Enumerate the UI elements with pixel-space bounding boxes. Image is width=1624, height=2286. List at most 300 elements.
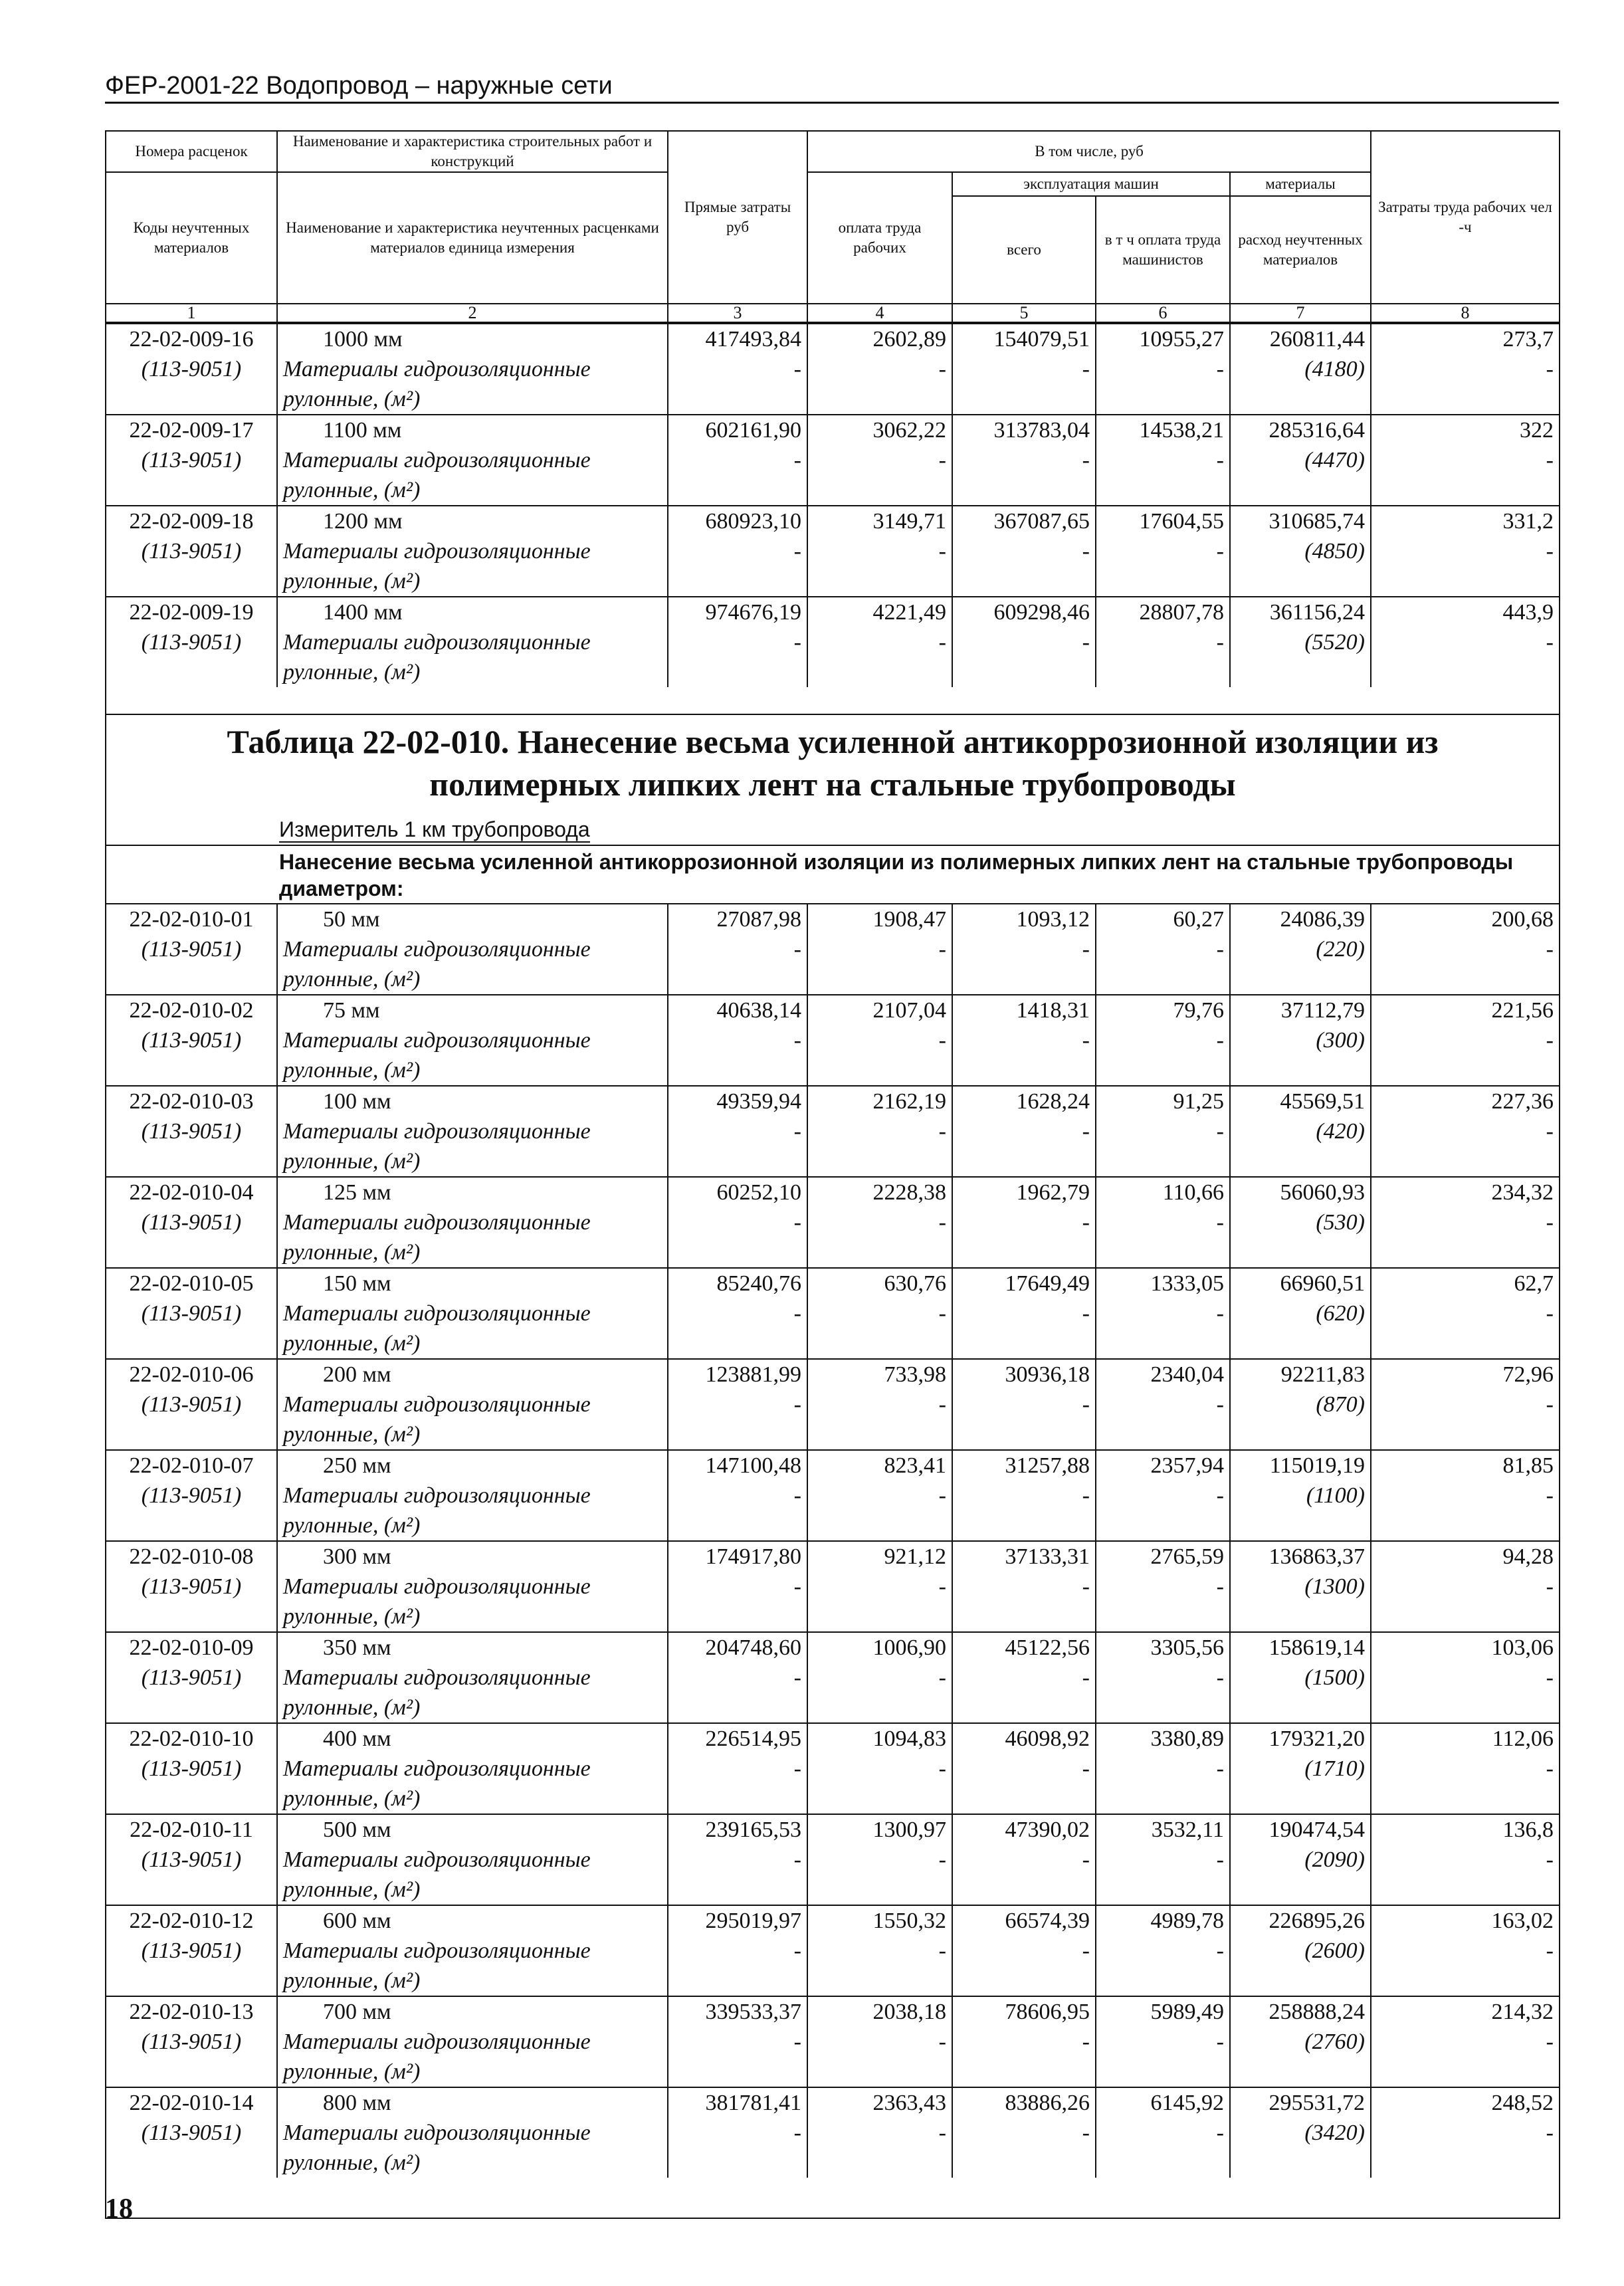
empty-cell — [1096, 1602, 1230, 1632]
value-direct: 60252,10 — [668, 1177, 807, 1207]
value-labor: 72,96 — [1371, 1359, 1560, 1390]
dash-value: - — [1096, 2118, 1230, 2148]
empty-cell — [1230, 2148, 1371, 2178]
value-mats: 295531,72 — [1230, 2087, 1371, 2118]
work-name: 300 мм — [277, 1541, 668, 1572]
work-name: 800 мм — [277, 2087, 668, 2118]
table-row-unit — [106, 1146, 1560, 1177]
empty-cell — [106, 1328, 277, 1359]
value-direct: 417493,84 — [668, 324, 807, 354]
table-row — [106, 1723, 1560, 1754]
table-row-materials — [106, 1116, 1560, 1146]
col-number: 7 — [1230, 304, 1371, 322]
material-quantity: (620) — [1230, 1299, 1371, 1328]
table-row — [106, 1905, 1560, 1936]
value-labor: 112,06 — [1371, 1723, 1560, 1754]
dash-value: - — [952, 2027, 1096, 2057]
value-direct: 49359,94 — [668, 1086, 807, 1116]
material-name: Материалы гидроизоляционные — [277, 1845, 668, 1875]
dash-value: - — [1371, 627, 1560, 657]
value-mats: 45569,51 — [1230, 1086, 1371, 1116]
value-labor: 227,36 — [1371, 1086, 1560, 1116]
empty-cell — [668, 1237, 807, 1268]
table-row-materials — [106, 1845, 1560, 1875]
empty-cell — [106, 1693, 277, 1723]
dash-value: - — [668, 1663, 807, 1693]
dash-value: - — [807, 934, 952, 964]
value-labor: 163,02 — [1371, 1905, 1560, 1936]
table-row-unit — [106, 1875, 1560, 1905]
value-machpay: 3380,89 — [1096, 1723, 1230, 1754]
table-row — [106, 324, 1560, 354]
empty-cell — [668, 1784, 807, 1814]
value-labor: 234,32 — [1371, 1177, 1560, 1207]
empty-cell — [1096, 475, 1230, 506]
empty-cell — [1371, 1419, 1560, 1450]
table-row-materials — [106, 1025, 1560, 1055]
empty-cell — [952, 657, 1096, 687]
empty-cell — [807, 1966, 952, 1996]
table-row — [106, 1450, 1560, 1481]
empty-cell — [1096, 1875, 1230, 1905]
empty-cell — [952, 1419, 1096, 1450]
empty-cell — [106, 566, 277, 597]
empty-cell — [807, 1146, 952, 1177]
empty-cell — [668, 384, 807, 415]
value-direct: 174917,80 — [668, 1541, 807, 1572]
work-name: 500 мм — [277, 1814, 668, 1845]
value-pay: 2107,04 — [807, 995, 952, 1025]
empty-cell — [1096, 1966, 1230, 1996]
material-code: (113-9051) — [106, 1572, 277, 1602]
value-direct: 239165,53 — [668, 1814, 807, 1845]
empty-cell — [106, 657, 277, 687]
material-unit: рулонные, (м²) — [277, 2148, 668, 2178]
empty-cell — [106, 1510, 277, 1541]
value-mach: 66574,39 — [952, 1905, 1096, 1936]
empty-cell — [668, 1875, 807, 1905]
dash-value: - — [1096, 354, 1230, 384]
empty-cell — [952, 1055, 1096, 1086]
empty-cell — [1230, 475, 1371, 506]
dash-value: - — [807, 445, 952, 475]
empty-cell — [1230, 384, 1371, 415]
dash-value: - — [1096, 536, 1230, 566]
value-machpay: 10955,27 — [1096, 324, 1230, 354]
work-name: 350 мм — [277, 1632, 668, 1663]
dash-value: - — [668, 1481, 807, 1510]
rows-table-22-02-009 — [106, 324, 1560, 687]
dash-value: - — [1096, 2027, 1230, 2057]
dash-value: - — [668, 1116, 807, 1146]
dash-value: - — [668, 536, 807, 566]
value-mach: 37133,31 — [952, 1541, 1096, 1572]
col-number: 1 — [106, 304, 277, 322]
material-name: Материалы гидроизоляционные — [277, 2027, 668, 2057]
table-row-unit — [106, 1055, 1560, 1086]
rate-code: 22-02-010-11 — [106, 1814, 277, 1845]
material-code: (113-9051) — [106, 1936, 277, 1966]
value-labor: 94,28 — [1371, 1541, 1560, 1572]
dash-value: - — [1371, 354, 1560, 384]
empty-cell — [952, 2148, 1096, 2178]
table-row — [106, 2087, 1560, 2118]
dash-value: - — [952, 1754, 1096, 1784]
dash-value: - — [807, 1390, 952, 1419]
empty-cell — [1371, 1146, 1560, 1177]
value-mats: 24086,39 — [1230, 904, 1371, 934]
dash-value: - — [1096, 1390, 1230, 1419]
dash-value: - — [1096, 1845, 1230, 1875]
material-quantity: (1500) — [1230, 1663, 1371, 1693]
value-mats: 92211,83 — [1230, 1359, 1371, 1390]
table-row-materials — [106, 1299, 1560, 1328]
empty-cell — [668, 1966, 807, 1996]
material-quantity: (300) — [1230, 1025, 1371, 1055]
material-name: Материалы гидроизоляционные — [277, 1299, 668, 1328]
rate-code: 22-02-010-02 — [106, 995, 277, 1025]
value-mats: 190474,54 — [1230, 1814, 1371, 1845]
material-quantity: (220) — [1230, 934, 1371, 964]
material-quantity: (4180) — [1230, 354, 1371, 384]
value-mats: 285316,64 — [1230, 415, 1371, 445]
value-mach: 609298,46 — [952, 597, 1096, 627]
value-machpay: 6145,92 — [1096, 2087, 1230, 2118]
value-machpay: 91,25 — [1096, 1086, 1230, 1116]
value-mats: 226895,26 — [1230, 1905, 1371, 1936]
head-materials: материалы — [1230, 172, 1371, 196]
work-name: 1200 мм — [277, 506, 668, 536]
empty-cell — [668, 2148, 807, 2178]
material-name: Материалы гидроизоляционные — [277, 1754, 668, 1784]
empty-cell — [1371, 1237, 1560, 1268]
dash-value: - — [1096, 445, 1230, 475]
dash-value: - — [807, 2027, 952, 2057]
dash-value: - — [1096, 1754, 1230, 1784]
empty-cell — [668, 1419, 807, 1450]
table-row-unit — [106, 1237, 1560, 1268]
empty-cell — [106, 2057, 277, 2087]
material-code: (113-9051) — [106, 445, 277, 475]
dash-value: - — [952, 1663, 1096, 1693]
table-row — [106, 1086, 1560, 1116]
col-number: 5 — [952, 304, 1096, 322]
table-row — [106, 1632, 1560, 1663]
empty-cell — [668, 1602, 807, 1632]
table-row-unit — [106, 1328, 1560, 1359]
material-name: Материалы гидроизоляционные — [277, 1116, 668, 1146]
value-labor: 331,2 — [1371, 506, 1560, 536]
material-name: Материалы гидроизоляционные — [277, 1025, 668, 1055]
value-mach: 367087,65 — [952, 506, 1096, 536]
empty-cell — [952, 1146, 1096, 1177]
value-machpay: 110,66 — [1096, 1177, 1230, 1207]
empty-cell — [1096, 657, 1230, 687]
empty-cell — [1230, 964, 1371, 995]
dash-value: - — [807, 536, 952, 566]
material-code: (113-9051) — [106, 934, 277, 964]
table-row-unit — [106, 964, 1560, 995]
material-name: Материалы гидроизоляционные — [277, 1663, 668, 1693]
empty-cell — [952, 384, 1096, 415]
empty-cell — [952, 566, 1096, 597]
empty-cell — [668, 566, 807, 597]
col-number: 4 — [807, 304, 952, 322]
empty-cell — [1230, 1966, 1371, 1996]
value-labor: 221,56 — [1371, 995, 1560, 1025]
empty-cell — [668, 1055, 807, 1086]
material-code: (113-9051) — [106, 354, 277, 384]
table-row — [106, 995, 1560, 1025]
value-pay: 1094,83 — [807, 1723, 952, 1754]
dash-value: - — [1371, 1390, 1560, 1419]
empty-cell — [1230, 566, 1371, 597]
value-pay: 2162,19 — [807, 1086, 952, 1116]
material-unit: рулонные, (м²) — [277, 384, 668, 415]
value-mach: 17649,49 — [952, 1268, 1096, 1299]
value-mats: 179321,20 — [1230, 1723, 1371, 1754]
dash-value: - — [952, 2118, 1096, 2148]
value-mach: 1418,31 — [952, 995, 1096, 1025]
value-machpay: 17604,55 — [1096, 506, 1230, 536]
dash-value: - — [1371, 1572, 1560, 1602]
value-mach: 1628,24 — [952, 1086, 1096, 1116]
empty-cell — [1371, 1875, 1560, 1905]
value-direct: 602161,90 — [668, 415, 807, 445]
dash-value: - — [1371, 1116, 1560, 1146]
dash-value: - — [668, 445, 807, 475]
value-mats: 136863,37 — [1230, 1541, 1371, 1572]
material-unit: рулонные, (м²) — [277, 964, 668, 995]
empty-cell — [1230, 1055, 1371, 1086]
dash-value: - — [668, 1025, 807, 1055]
material-name: Материалы гидроизоляционные — [277, 1572, 668, 1602]
head-material-codes: Коды неучтенных материалов — [106, 172, 277, 304]
dash-value: - — [1371, 2027, 1560, 2057]
head-operator-pay: в т ч оплата труда машинистов — [1096, 196, 1230, 304]
table-row-materials — [106, 354, 1560, 384]
empty-cell — [1230, 1510, 1371, 1541]
value-labor: 81,85 — [1371, 1450, 1560, 1481]
section-title-line2: полимерных липких лент на стальные трубопроводы — [429, 766, 1236, 803]
work-name: 125 мм — [277, 1177, 668, 1207]
dash-value: - — [807, 1481, 952, 1510]
material-name: Материалы гидроизоляционные — [277, 445, 668, 475]
material-code: (113-9051) — [106, 1481, 277, 1510]
table-row-unit — [106, 1784, 1560, 1814]
value-labor: 136,8 — [1371, 1814, 1560, 1845]
table-row-materials — [106, 445, 1560, 475]
value-labor: 273,7 — [1371, 324, 1560, 354]
empty-cell — [106, 1602, 277, 1632]
dash-value: - — [668, 627, 807, 657]
empty-cell — [106, 964, 277, 995]
empty-cell — [1371, 1966, 1560, 1996]
empty-cell — [106, 1784, 277, 1814]
value-labor: 248,52 — [1371, 2087, 1560, 2118]
value-pay: 1550,32 — [807, 1905, 952, 1936]
head-including: В том числе, руб — [807, 131, 1371, 172]
empty-cell — [807, 1328, 952, 1359]
value-direct: 27087,98 — [668, 904, 807, 934]
dash-value: - — [1371, 934, 1560, 964]
page-header: ФЕР-2001-22 Водопровод – наружные сети — [105, 72, 1559, 104]
price-table — [105, 130, 1559, 2219]
value-mats: 115019,19 — [1230, 1450, 1371, 1481]
dash-value: - — [1371, 1663, 1560, 1693]
rate-code: 22-02-010-05 — [106, 1268, 277, 1299]
dash-value: - — [807, 1025, 952, 1055]
value-mach: 1093,12 — [952, 904, 1096, 934]
dash-value: - — [807, 2118, 952, 2148]
empty-cell — [106, 1419, 277, 1450]
material-unit: рулонные, (м²) — [277, 1966, 668, 1996]
value-mach: 45122,56 — [952, 1632, 1096, 1663]
empty-cell — [807, 2148, 952, 2178]
dash-value: - — [952, 1299, 1096, 1328]
dash-value: - — [952, 536, 1096, 566]
table-row — [106, 1268, 1560, 1299]
section-title-line1: Таблица 22-02-010. Нанесение весьма усиленной антикоррозионной изоляции из — [227, 723, 1439, 760]
dash-value: - — [1371, 445, 1560, 475]
rate-code: 22-02-009-19 — [106, 597, 277, 627]
value-labor: 62,7 — [1371, 1268, 1560, 1299]
rate-code: 22-02-010-08 — [106, 1541, 277, 1572]
value-mach: 1962,79 — [952, 1177, 1096, 1207]
empty-cell — [106, 475, 277, 506]
empty-cell — [1096, 1055, 1230, 1086]
dash-value: - — [807, 627, 952, 657]
empty-cell — [807, 1602, 952, 1632]
table-row-materials — [106, 934, 1560, 964]
rate-code: 22-02-010-09 — [106, 1632, 277, 1663]
value-direct: 123881,99 — [668, 1359, 807, 1390]
material-code: (113-9051) — [106, 1390, 277, 1419]
material-unit: рулонные, (м²) — [277, 475, 668, 506]
material-quantity: (5520) — [1230, 627, 1371, 657]
empty-cell — [1096, 384, 1230, 415]
value-direct: 974676,19 — [668, 597, 807, 627]
material-quantity: (2600) — [1230, 1936, 1371, 1966]
table-row-unit — [106, 2057, 1560, 2087]
empty-cell — [952, 1784, 1096, 1814]
value-direct: 147100,48 — [668, 1450, 807, 1481]
dash-value: - — [668, 1754, 807, 1784]
empty-cell — [1096, 1146, 1230, 1177]
material-quantity: (1710) — [1230, 1754, 1371, 1784]
rate-code: 22-02-010-03 — [106, 1086, 277, 1116]
material-name: Материалы гидроизоляционные — [277, 627, 668, 657]
table-row-materials — [106, 627, 1560, 657]
material-unit: рулонные, (м²) — [277, 1510, 668, 1541]
dash-value: - — [1096, 1207, 1230, 1237]
empty-cell — [952, 1602, 1096, 1632]
dash-value: - — [668, 2118, 807, 2148]
value-mats: 361156,24 — [1230, 597, 1371, 627]
table-row-unit — [106, 657, 1560, 687]
value-labor: 443,9 — [1371, 597, 1560, 627]
value-machpay: 79,76 — [1096, 995, 1230, 1025]
value-mats: 258888,24 — [1230, 1996, 1371, 2027]
work-name: 75 мм — [277, 995, 668, 1025]
empty-cell — [1230, 1328, 1371, 1359]
col-number: 6 — [1096, 304, 1230, 322]
dash-value: - — [1371, 1936, 1560, 1966]
value-pay: 3062,22 — [807, 415, 952, 445]
dash-value: - — [1096, 1572, 1230, 1602]
material-name: Материалы гидроизоляционные — [277, 2118, 668, 2148]
table-row-unit — [106, 475, 1560, 506]
empty-cell — [1096, 1693, 1230, 1723]
table-row — [106, 1814, 1560, 1845]
empty-cell — [807, 2057, 952, 2087]
material-code: (113-9051) — [106, 1025, 277, 1055]
dash-value: - — [668, 1572, 807, 1602]
empty-cell — [1371, 384, 1560, 415]
material-unit: рулонные, (м²) — [277, 1693, 668, 1723]
dash-value: - — [807, 1299, 952, 1328]
material-quantity: (2760) — [1230, 2027, 1371, 2057]
rate-code: 22-02-009-18 — [106, 506, 277, 536]
value-pay: 1908,47 — [807, 904, 952, 934]
dash-value: - — [807, 354, 952, 384]
empty-cell — [807, 566, 952, 597]
empty-cell — [668, 964, 807, 995]
empty-cell — [1096, 1784, 1230, 1814]
work-name: 1100 мм — [277, 415, 668, 445]
dash-value: - — [952, 1207, 1096, 1237]
value-labor: 200,68 — [1371, 904, 1560, 934]
value-direct: 226514,95 — [668, 1723, 807, 1754]
col-number: 8 — [1371, 304, 1560, 322]
material-code: (113-9051) — [106, 627, 277, 657]
value-direct: 40638,14 — [668, 995, 807, 1025]
empty-cell — [1371, 2148, 1560, 2178]
dash-value: - — [1371, 1299, 1560, 1328]
empty-cell — [1371, 566, 1560, 597]
rate-code: 22-02-010-13 — [106, 1996, 277, 2027]
value-pay: 921,12 — [807, 1541, 952, 1572]
empty-cell — [1230, 1602, 1371, 1632]
material-unit: рулонные, (м²) — [277, 1237, 668, 1268]
empty-cell — [807, 964, 952, 995]
empty-cell — [1096, 566, 1230, 597]
empty-cell — [1096, 1419, 1230, 1450]
table-row — [106, 415, 1560, 445]
table-row-unit — [106, 1510, 1560, 1541]
empty-cell — [668, 1328, 807, 1359]
material-name: Материалы гидроизоляционные — [277, 354, 668, 384]
table-row-materials — [106, 1754, 1560, 1784]
empty-cell — [1096, 964, 1230, 995]
dash-value: - — [952, 1390, 1096, 1419]
empty-cell — [1371, 1784, 1560, 1814]
dash-value: - — [807, 1936, 952, 1966]
value-machpay: 60,27 — [1096, 904, 1230, 934]
empty-cell — [952, 1510, 1096, 1541]
dash-value: - — [952, 627, 1096, 657]
empty-cell — [807, 657, 952, 687]
page-number: 18 — [105, 2194, 133, 2224]
value-labor: 214,32 — [1371, 1996, 1560, 2027]
rate-code: 22-02-010-07 — [106, 1450, 277, 1481]
table-row — [106, 506, 1560, 536]
head-material-names: Наименование и характеристика неучтенных расценками материалов единица измерения — [277, 172, 668, 304]
value-pay: 4221,49 — [807, 597, 952, 627]
material-unit: рулонные, (м²) — [277, 2057, 668, 2087]
empty-cell — [1230, 1693, 1371, 1723]
empty-cell — [106, 384, 277, 415]
